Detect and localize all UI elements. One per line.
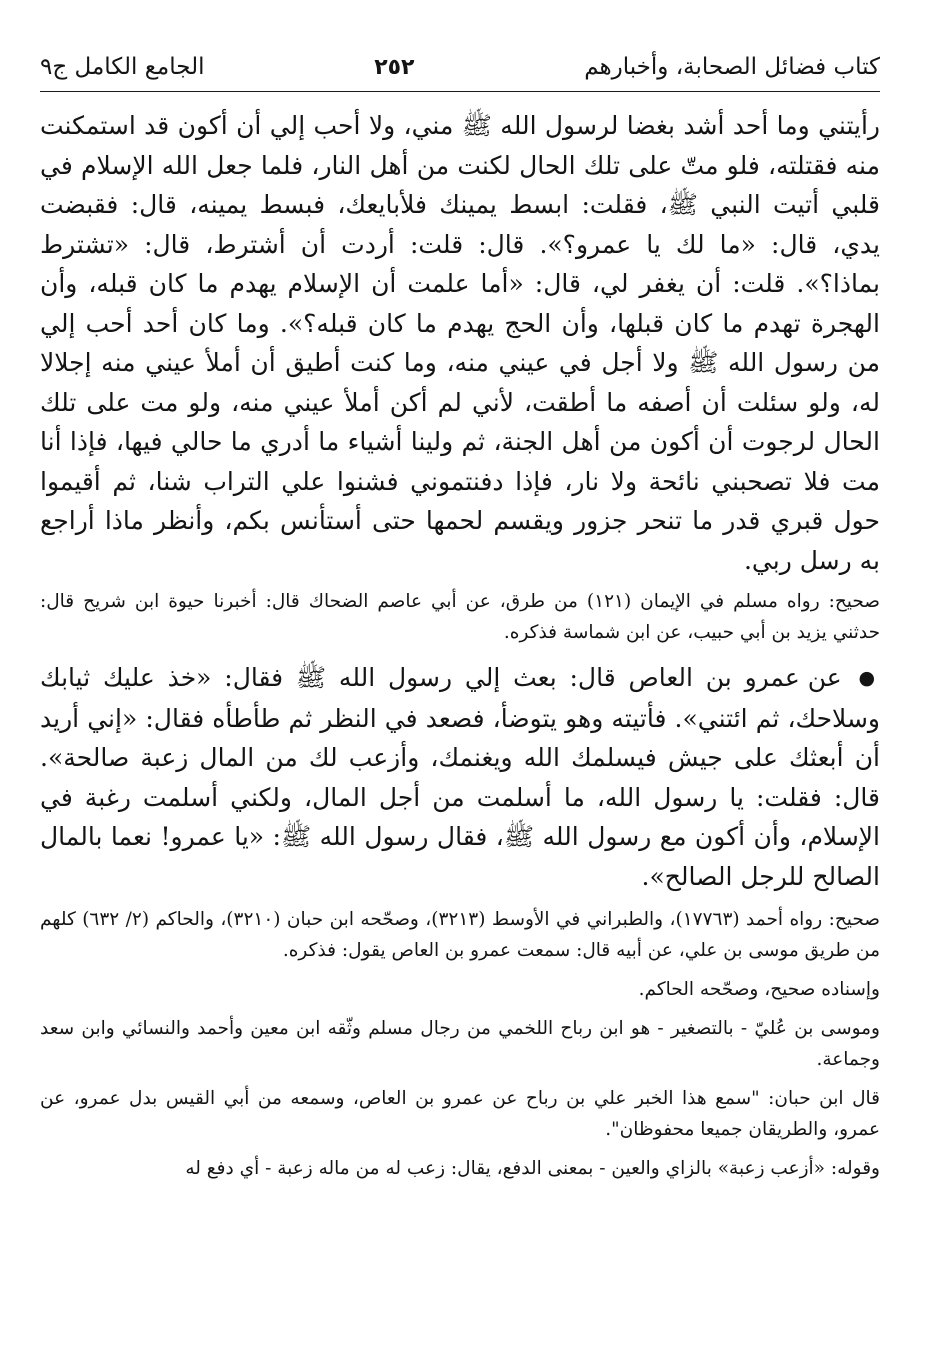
bullet-marker: ●	[858, 667, 880, 689]
book-page	[40, 50, 880, 1184]
isnad-note: وإسناده صحيح، وصحّحه الحاكم.	[638, 979, 880, 1000]
page-number: ٢٥٢	[374, 55, 415, 80]
book-title: كتاب فضائل الصحابة، وأخبارهم	[584, 54, 880, 80]
collection-title: الجامع الكامل ج٩	[40, 54, 205, 80]
hadith-text-continued: رأيتني وما أحد أشد بغضا لرسول الله ﷺ مني، ولا أحب إلي أن أكون قد استمكنت منه فقتلته، فلو متّ على تلك الحال لكنت من أهل النار، فلما جعل الله الإسلام في قلبي أتيت النبي ﷺ، فقلت: ابسط يمينك فلأبايعك، فبسط يمينه، قال: فقبضت يدي، قال: «ما لك يا عمرو؟». قال: قلت: أردت أن أشترط، قال: «تشترط بماذا؟». قلت: أن يغفر لي، قال: «أما علمت أن الإسلام يهدم ما كان قبله، وأن الهجرة تهدم ما كان قبلها، وأن الحج يهدم ما كان قبله؟». وما كان أحد أحب إلي من رسول الله ﷺ ولا أجل في عيني منه، وما كنت أطيق أن أملأ عيني منه إجلالا له، ولو سئلت أن أصفه ما أطقت، لأني لم أكن أملأ عيني منه، ولو مت على تلك الحال لرجوت أن أكون من أهل الجنة، ثم ولينا أشياء ما أدري ما حالي فيها، فإذا أنا مت فلا تصحبني نائحة ولا نار، فإذا دفنتموني فشنوا علي التراب شنا، ثم أقيموا حول قبري قدر ما تنحر جزور ويقسم لحمها حتى أستأنس بكم، وأنظر ماذا أراجع به رسل ربي.	[40, 111, 880, 575]
takhrij-note-1: صحيح: رواه مسلم في الإيمان (١٢١) من طرق، عن أبي عاصم الضحاك قال: أخبرنا حيوة ابن شريح قال: حدثني يزيد بن أبي حبيب، عن ابن شماسة فذكره.	[40, 591, 881, 643]
takhrij-note-2: صحيح: رواه أحمد (١٧٧٦٣)، والطبراني في الأوسط (٣٢١٣)، وصحّحه ابن حبان (٣٢١٠)، والحاكم (٢/ ٦٣٢) كلهم من طريق موسى بن علي، عن أبيه قال: سمعت عمرو بن العاص يقول: فذكره.	[40, 909, 880, 961]
hadith-text-2-content: عن عمرو بن العاص قال: بعث إلي رسول الله ﷺ فقال: «خذ عليك ثيابك وسلاحك، ثم ائتني». فأتيته وهو يتوضأ، فصعد في النظر ثم طأطأه فقال: «إني أريد أن أبعثك على جيش فيسلمك الله ويغنمك، وأزعب لك من المال زعبة صالحة». قال: فقلت: يا رسول الله، ما أسلمت من أجل المال، ولكني أسلمت رغبة في الإسلام، وأن أكون مع رسول الله ﷺ، فقال رسول الله ﷺ: «يا عمرو! نعما بالمال الصالح للرجل الصالح».	[40, 663, 880, 891]
running-header	[40, 50, 880, 92]
narrator-note: وموسى بن عُليّ - بالتصغير - هو ابن رباح اللخمي من رجال مسلم وثّقه ابن معين وأحمد والنسائي وابن سعد وجماعة.	[40, 1018, 880, 1070]
hadith-text-2	[40, 658, 880, 896]
vocabulary-note: وقوله: «أزعب زعبة» بالزاي والعين - بمعنى الدفع، يقال: زعب له من ماله زعبة - أي دفع له	[185, 1158, 880, 1179]
ibn-hibban-note: قال ابن حبان: "سمع هذا الخبر علي بن رباح عن عمرو بن العاص، وسمعه من أبي القيس بدل عمرو، عن عمرو، والطريقان جميعا محفوظان".	[40, 1088, 880, 1140]
